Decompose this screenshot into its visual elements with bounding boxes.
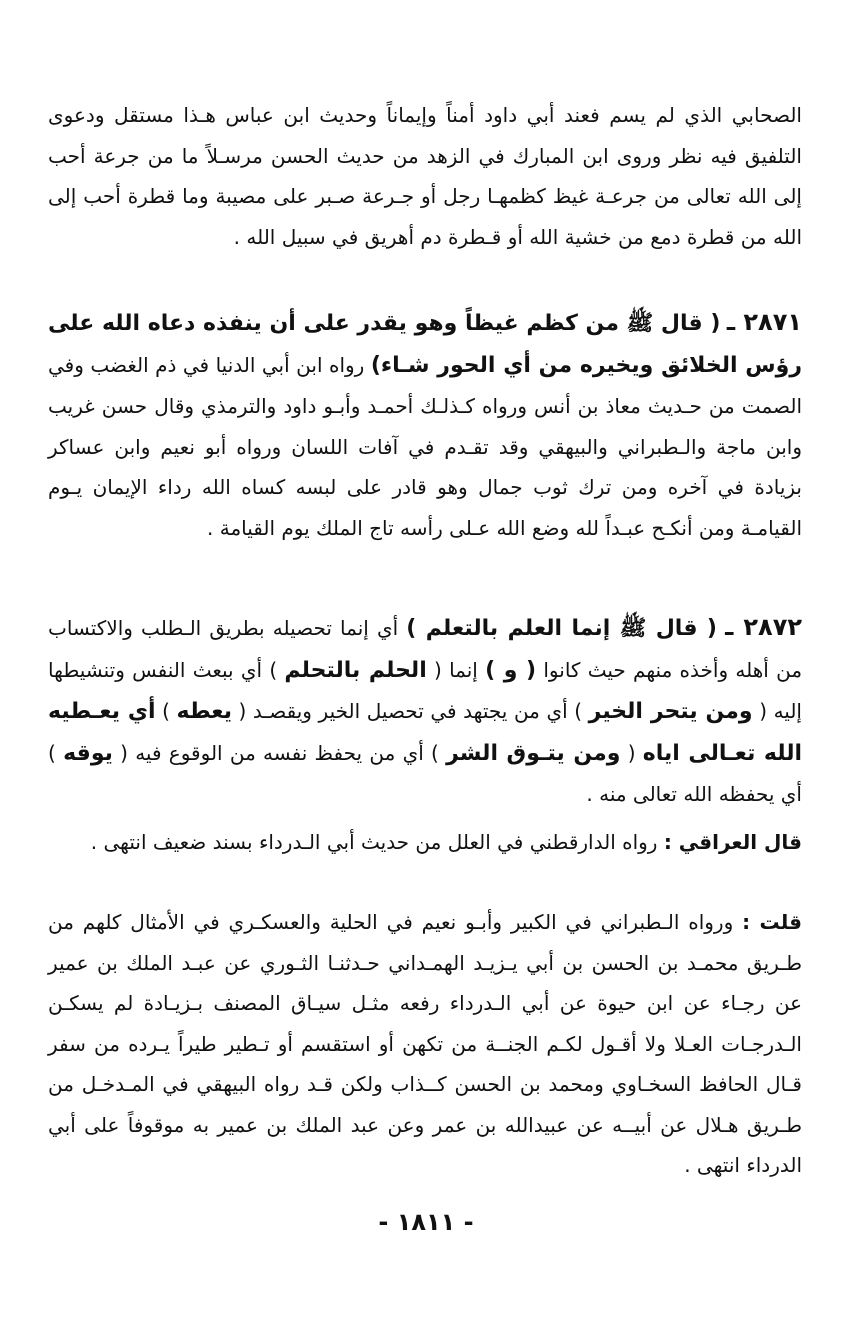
paragraph-hadith-2871	[48, 302, 802, 548]
paragraph-text: ورواه الـطبراني في الكبير وأبـو نعيم في الحلية والعسكـري في الأمثال كلهم من طـريق محمـد بن الحسن بن أبي يـزيـد الهمـداني حـدثنـا الثـوري عن عبـد الملك بن عمير عن رجـاء عن ابن حيوة عن أبي الـدرداء رفعه مثـل سيـاق المصنف بـزيـادة لم يسكـن الـدرجـات العـلا ولا أقـول لكـم الجنــة من تكهن أو استقسم أو تـطير طيراً يـرده من سفر قـال الحافظ السخـاوي ومحمد بن الحسن كــذاب ولكن قـد رواه البيهقي في المـدخـل من طـريق هـلال عن أبيــه عن عبيدالله بن عمر وعن عبد الملك بن عمير به موقوفاً على أبي الدرداء انتهى .	[48, 910, 802, 1177]
commentary-segment: (	[627, 740, 636, 765]
hadith-phrase: ومن يتـوق الشر	[446, 740, 621, 766]
paragraph-hadith-2872	[48, 607, 802, 815]
commentary-segment: )	[162, 699, 170, 723]
hadith-phrase: ومن يتحر الخير	[588, 699, 753, 724]
hadith-commentary: رواه ابن أبي الدنيا في ذم الغضب وفي الصمت من حـديث معاذ بن أنس ورواه كـذلـك أحمـد وأبـو داود والترمذي وقال حسن غريب وابن ماجة والـطبراني والبيهقي وقد تقـدم في آفات اللسان ورواه أبو نعيم وابن عساكر بزيادة في آخره ومن ترك ثوب جمال وهو قادر على لبسه كساه الله رداء الإيمان يـوم القيامـة ومن أنكـح عبـداً لله وضع الله عـلى رأسه تاج الملك يوم القيامة .	[48, 352, 802, 540]
commentary-segment: ) أي يحفظه الله تعالى منه .	[48, 740, 802, 806]
hadith-text: ( قال ﷺ إنما العلم بالتعلم )	[406, 616, 717, 641]
commentary-segment: إنما (	[434, 657, 478, 682]
paragraph-qultu	[48, 902, 802, 1186]
paragraph-intro	[48, 95, 802, 257]
paragraph-intro-text: الصحابي الذي لم يسم فعند أبي داود أمناً وإيماناً وحديث ابن عباس هـذا مستقل ودعوى التلفيق فيه نظر وروى ابن المبارك في الزهد من حديث الحسن مرسـلاً ما من جرعة أحب إلى الله تعالى من جرعـة غيظ كظمهـا رجل أو جـرعة صـبر على مصيبة وما قطرة أحب إلى الله من قطرة دمع من خشية الله أو قـطرة دم أهريق في سبيل الله .	[48, 103, 802, 249]
hadith-phrase: يعطه	[176, 699, 232, 724]
commentary-segment: ) أي من يحفظ نفسه من الوقوع فيه (	[120, 740, 439, 765]
hadith-phrase: أي يعـطيه الله تعـالى اياه	[48, 699, 803, 766]
hadith-number: ٢٨٧٢ ـ	[725, 613, 802, 641]
speaker-label: قال العراقي :	[663, 830, 802, 854]
page-number: - ١٨١١ -	[378, 1208, 474, 1236]
commentary-segment: ) أي من يجتهد في تحصيل الخير ويقصـد (	[238, 699, 583, 723]
hadith-phrase: ( و )	[485, 657, 537, 683]
commentary-segment: ) أي ببعث النفس وتنشيطها إليه (	[48, 657, 802, 723]
hadith-number: ٢٨٧١ ـ	[726, 308, 802, 336]
commentary-segment: أي إنما تحصيله بطريق الـطلب والاكتساب من أهله وأخذه منهم حيث كانوا	[48, 616, 803, 682]
paragraph-iraqi	[48, 822, 802, 863]
speaker-label: قلت :	[742, 910, 802, 934]
hadith-phrase: يوقه	[63, 740, 113, 766]
hadith-text: ( قال ﷺ من كظم غيظاً وهو يقدر على أن ينفذه دعاه الله على رؤس الخلائق ويخيره من أي الحور شـاء)	[48, 311, 802, 378]
paragraph-text: رواه الدارقطني في العلل من حديث أبي الـدرداء بسند ضعيف انتهى .	[90, 830, 658, 854]
hadith-phrase: الحلم بالتحلم	[284, 657, 427, 683]
